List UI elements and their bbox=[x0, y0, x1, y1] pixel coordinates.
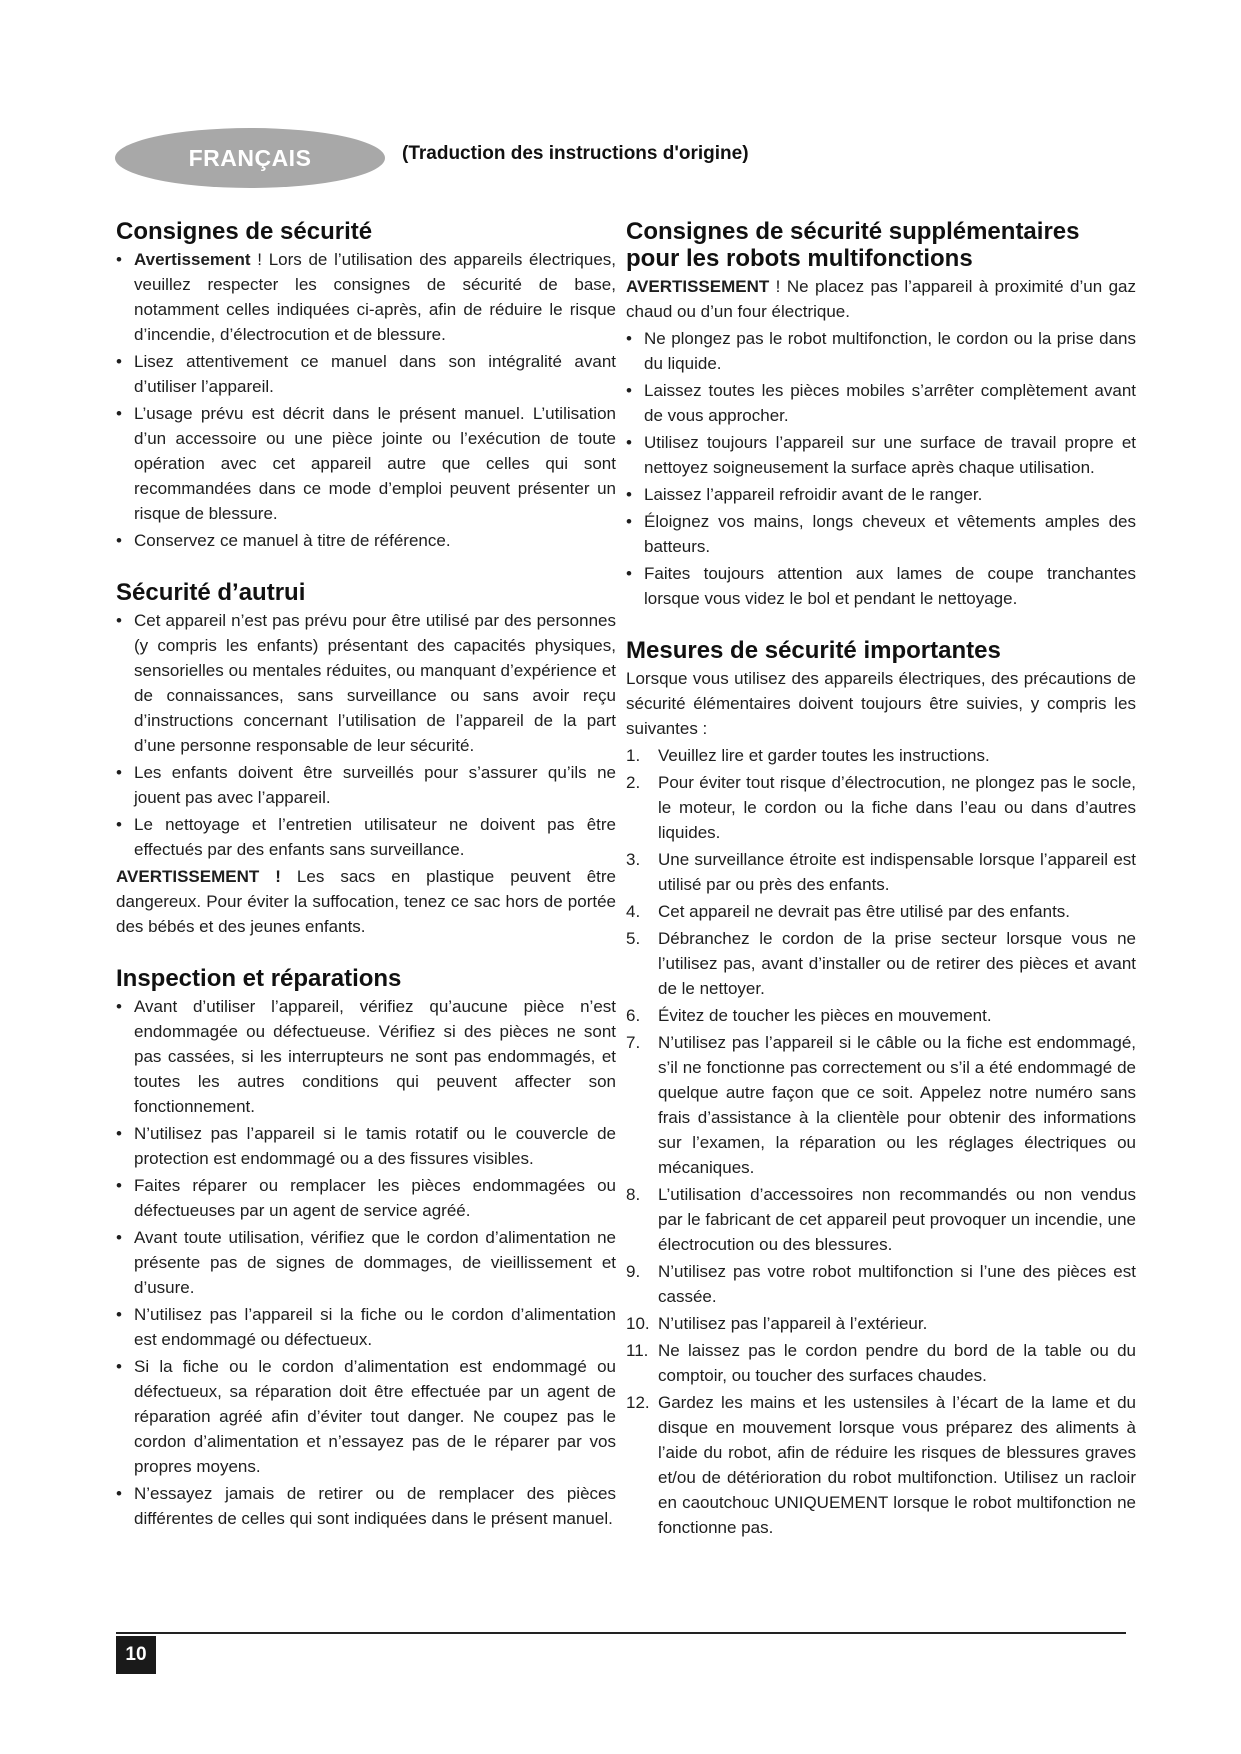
page-number: 10 bbox=[116, 1636, 156, 1674]
others-safety-section bbox=[116, 579, 616, 939]
safety-instructions-section bbox=[116, 218, 616, 553]
list-item: • Les enfants doivent être surveillés pour s’assurer qu’ils ne jouent pas avec l’appareil. bbox=[116, 763, 616, 807]
numbered-item: 8. L’utilisation d’accessoires non recommandés ou non vendus par le fabricant de cet appareil peut provoquer un incendie, une électrocution ou des blessures. bbox=[626, 1185, 1136, 1254]
list-item: • N’utilisez pas l’appareil si la fiche ou le cordon d’alimentation est endommagé ou défectueux. bbox=[116, 1305, 616, 1349]
section-title: Consignes de sécurité supplémentaires pour les robots multifonctions bbox=[626, 218, 1080, 272]
section-title: Mesures de sécurité importantes bbox=[626, 637, 1001, 664]
numbered-item: 9. N’utilisez pas votre robot multifonction si l’une des pièces est cassée. bbox=[626, 1262, 1136, 1306]
important-safeguards-section bbox=[626, 637, 1136, 1540]
section-title: Inspection et réparations bbox=[116, 965, 402, 992]
numbered-item: 6. Évitez de toucher les pièces en mouvement. bbox=[626, 1006, 992, 1025]
right-column bbox=[626, 218, 1136, 1566]
list-item: • Avertissement ! Lors de l’utilisation des appareils électriques, veuillez respecter les consignes de sécurité de base, notamment celles indiquées ci-après, afin de réduire le risque d’incendie, d’électrocution et de blessure. bbox=[116, 250, 616, 344]
list-item: • Conservez ce manuel à titre de référence. bbox=[116, 531, 451, 550]
list-item: • Éloignez vos mains, longs cheveux et vêtements amples des batteurs. bbox=[626, 512, 1136, 556]
bullet-list bbox=[116, 247, 616, 553]
list-item: • Lisez attentivement ce manuel dans son intégralité avant d’utiliser l’appareil. bbox=[116, 352, 616, 396]
warning-paragraph: AVERTISSEMENT ! Les sacs en plastique peuvent être dangereux. Pour éviter la suffocation, tenez ce sac hors de portée des bébés et des jeunes enfants. bbox=[116, 867, 617, 936]
list-item: • Avant d’utiliser l’appareil, vérifiez qu’aucune pièce n’est endommagée ou défectueuse. Vérifiez si des pièces ne sont pas cassées, si les interrupteurs ne sont pas endommagés, et toutes les autres conditions qui peuvent affecter son fonctionnement. bbox=[116, 997, 616, 1116]
numbered-item: 2. Pour éviter tout risque d’électrocution, ne plongez pas le socle, le moteur, le cordon ou la fiche dans l’eau ou dans d’autres liquides. bbox=[626, 773, 1136, 842]
list-item: • Avant toute utilisation, vérifiez que le cordon d’alimentation ne présente pas de signes de dommages, de vieillissement et d’usure. bbox=[116, 1228, 616, 1297]
list-item: • Utilisez toujours l’appareil sur une surface de travail propre et nettoyez soigneusement la surface après chaque utilisation. bbox=[626, 433, 1136, 477]
left-column bbox=[116, 218, 616, 1557]
bullet-list bbox=[626, 326, 1136, 611]
numbered-item: 10. N’utilisez pas l’appareil à l’extérieur. bbox=[626, 1314, 928, 1333]
section-title: Consignes de sécurité bbox=[116, 218, 373, 245]
numbered-item: 1. Veuillez lire et garder toutes les instructions. bbox=[626, 746, 990, 765]
numbered-item: 3. Une surveillance étroite est indispensable lorsque l’appareil est utilisé par ou près des enfants. bbox=[626, 850, 1136, 894]
section-title: Sécurité d’autrui bbox=[116, 579, 306, 606]
intro-paragraph: Lorsque vous utilisez des appareils électriques, des précautions de sécurité élémentaires doivent toujours être suivies, y compris les suivantes : bbox=[626, 669, 1136, 738]
list-item: • N’utilisez pas l’appareil si le tamis rotatif ou le couvercle de protection est endommagé ou a des fissures visibles. bbox=[116, 1124, 616, 1168]
list-item: • Si la fiche ou le cordon d’alimentation est endommagé ou défectueux, sa réparation doit être effectuée par un agent de réparation agréé afin d’éviter tout danger. Ne coupez pas le cordon d’alimentation et n’essayez pas de le réparer par vos propres moyens. bbox=[116, 1357, 616, 1476]
inspection-repairs-section bbox=[116, 965, 616, 1531]
numbered-item: 4. Cet appareil ne devrait pas être utilisé par des enfants. bbox=[626, 902, 1071, 921]
numbered-list bbox=[626, 743, 1136, 1540]
language-badge: FRANÇAIS bbox=[115, 128, 385, 188]
numbered-item: 7. N’utilisez pas l’appareil si le câble ou la fiche est endommagé, s’il ne fonctionne pas correctement ou s’il a été endommagé de quelque autre façon que ce soit. Appelez notre numéro sans frais d’assistance à la clientèle pour obtenir des informations sur l’examen, la réparation ou les réglages électriques ou mécaniques. bbox=[626, 1033, 1136, 1177]
numbered-item: 12. Gardez les mains et les ustensiles à l’écart de la lame et du disque en mouvement lorsque vous préparez des aliments à l’aide du robot, afin de réduire les risques de blessures graves et/ou de détérioration du robot multifonction. Utilisez un racloir en caoutchouc UNIQUEMENT lorsque le robot multifonction ne fonctionne pas. bbox=[626, 1393, 1136, 1537]
list-item: • Laissez toutes les pièces mobiles s’arrêter complètement avant de vous approcher. bbox=[626, 381, 1136, 425]
list-item: • Cet appareil n’est pas prévu pour être utilisé par des personnes (y compris les enfants) présentant des capacités physiques, sensorielles ou mentales réduites, ou manquant d’expérience et de connaissances, sans surveillance ou sans avoir reçu d’instructions concernant l’utilisation de l’appareil de la part d’une personne responsable de leur sécurité. bbox=[116, 611, 616, 755]
bullet-list bbox=[116, 608, 616, 862]
food-processor-safety-section bbox=[626, 218, 1136, 611]
list-item: • N’essayez jamais de retirer ou de remplacer des pièces différentes de celles qui sont indiquées dans le présent manuel. bbox=[116, 1484, 616, 1528]
numbered-item: 11. Ne laissez pas le cordon pendre du bord de la table ou du comptoir, ou toucher des surfaces chaudes. bbox=[626, 1341, 1136, 1385]
bullet-list bbox=[116, 994, 616, 1531]
warning-paragraph: AVERTISSEMENT ! Ne placez pas l’appareil à proximité d’un gaz chaud ou d’un four électrique. bbox=[626, 277, 1136, 321]
list-item: • Ne plongez pas le robot multifonction, le cordon ou la prise dans du liquide. bbox=[626, 329, 1136, 373]
translation-note: (Traduction des instructions d'origine) bbox=[402, 143, 749, 164]
list-item: • L’usage prévu est décrit dans le présent manuel. L’utilisation d’un accessoire ou une pièce jointe ou l’exécution de toute opération avec cet appareil autre que celles qui sont recommandées dans ce mode d’emploi peuvent présenter un risque de blessure. bbox=[116, 404, 616, 523]
list-item: • Laissez l’appareil refroidir avant de le ranger. bbox=[626, 485, 983, 504]
numbered-item: 5. Débranchez le cordon de la prise secteur lorsque vous ne l’utilisez pas, avant d’installer ou de retirer des pièces et avant de le nettoyer. bbox=[626, 929, 1136, 998]
list-item: • Faites toujours attention aux lames de coupe tranchantes lorsque vous videz le bol et pendant le nettoyage. bbox=[626, 564, 1136, 608]
list-item: • Faites réparer ou remplacer les pièces endommagées ou défectueuses par un agent de service agréé. bbox=[116, 1176, 616, 1220]
footer-rule bbox=[116, 1632, 1126, 1634]
list-item: • Le nettoyage et l’entretien utilisateur ne doivent pas être effectués par des enfants sans surveillance. bbox=[116, 815, 616, 859]
